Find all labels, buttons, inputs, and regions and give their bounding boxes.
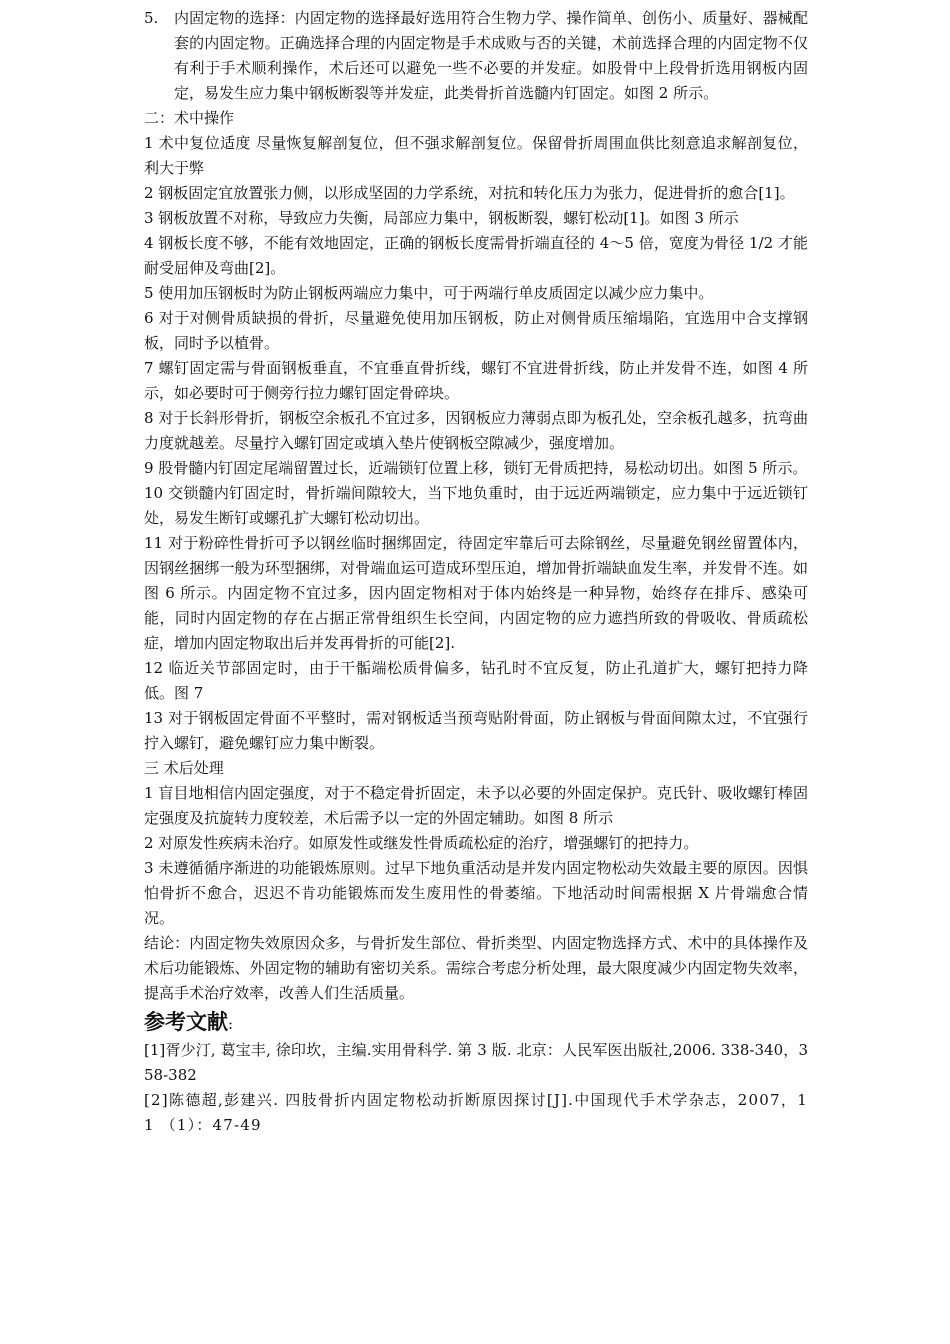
paragraph: 1 术中复位适度 尽量恢复解剖复位，但不强求解剖复位。保留骨折周围血供比刻意追求解剖复位，利大于弊 bbox=[144, 134, 808, 177]
section-heading-intraoperative: 二：术中操作 bbox=[144, 109, 235, 127]
paragraph: 1 盲目地相信内固定强度，对于不稳定骨折固定，未予以必要的外固定保护。克氏针、吸收螺钉棒固定强度及抗旋转力度较差，术后需予以一定的外固定辅助。如图 8 所示 bbox=[144, 784, 808, 827]
list-item-text: 内固定物的选择：内固定物的选择最好选用符合生物力学、操作简单、创伤小、质量好、器械配套的内固定物。正确选择合理的内固定物是手术成败与否的关键，术前选择合理的内固定物不仅有利于手术顺利操作，术后还可以避免一些不必要的并发症。如股骨中上段骨折选用钢板内固定，易发生应力集中钢板断裂等并发症，此类骨折首选髓内钉固定。如图 2 所示。 bbox=[174, 9, 808, 102]
paragraph: 4 钢板长度不够，不能有效地固定，正确的钢板长度需骨折端直径的 4～5 倍，宽度为骨径 1/2 才能耐受屈伸及弯曲[2]。 bbox=[144, 234, 808, 277]
paragraph: 9 股骨髓内钉固定尾端留置过长，近端锁钉位置上移，锁钉无骨质把持，易松动切出。如图 5 所示。 bbox=[144, 459, 808, 477]
paragraph: 13 对于钢板固定骨面不平整时，需对钢板适当预弯贴附骨面，防止钢板与骨面间隙太过，不宜强行拧入螺钉，避免螺钉应力集中断裂。 bbox=[144, 709, 808, 752]
references-title-colon: : bbox=[228, 1015, 234, 1033]
paragraph: 3 未遵循循序渐进的功能锻炼原则。过早下地负重活动是并发内固定物松动失效最主要的原因。因惧怕骨折不愈合，迟迟不肯功能锻炼而发生废用性的骨萎缩。下地活动时间需根据 X 片骨端愈合情况。 bbox=[144, 859, 808, 927]
conclusion-paragraph: 结论：内固定物失效原因众多，与骨折发生部位、骨折类型、内固定物选择方式、术中的具体操作及术后功能锻炼、外固定物的辅助有密切关系。需综合考虑分析处理，最大限度减少内固定物失效率，提高手术治疗效率，改善人们生活质量。 bbox=[144, 934, 808, 1002]
paragraph: 10 交锁髓内钉固定时，骨折端间隙较大，当下地负重时，由于远近两端锁定，应力集中于远近锁钉处，易发生断钉或螺孔扩大螺钉松动切出。 bbox=[144, 484, 808, 527]
document-page bbox=[144, 6, 808, 1138]
reference-item: [2]陈德超,彭建兴. 四肢骨折内固定物松动折断原因探讨[J].中国现代手术学杂志，2007，11 （1）：47-49 bbox=[144, 1091, 808, 1134]
list-number: 5. bbox=[144, 9, 159, 27]
paragraph: 3 钢板放置不对称，导致应力失衡，局部应力集中，钢板断裂，螺钉松动[1]。如图 3 所示 bbox=[144, 209, 739, 227]
paragraph: 2 钢板固定宜放置张力侧，以形成坚固的力学系统，对抗和转化压力为张力，促进骨折的愈合[1]。 bbox=[144, 184, 795, 202]
reference-item: [1]胥少汀, 葛宝丰, 徐印坎，主编.实用骨科学. 第 3 版. 北京：人民军医出版社,2006. 338-340，358-382 bbox=[144, 1041, 808, 1084]
paragraph: 7 螺钉固定需与骨面钢板垂直，不宜垂直骨折线，螺钉不宜进骨折线，防止并发骨不连，如图 4 所示，如必要时可于侧旁行拉力螺钉固定骨碎块。 bbox=[144, 359, 808, 402]
paragraph: 5 使用加压钢板时为防止钢板两端应力集中，可于两端行单皮质固定以减少应力集中。 bbox=[144, 284, 714, 302]
paragraph: 12 临近关节部固定时，由于干骺端松质骨偏多，钻孔时不宜反复，防止孔道扩大，螺钉把持力降低。图 7 bbox=[144, 659, 808, 702]
section-heading-postoperative: 三 术后处理 bbox=[144, 759, 224, 777]
paragraph: 6 对于对侧骨质缺损的骨折，尽量避免使用加压钢板，防止对侧骨质压缩塌陷，宜选用中合支撑钢板，同时予以植骨。 bbox=[144, 309, 808, 352]
references-heading bbox=[144, 1008, 808, 1038]
paragraph: 11 对于粉碎性骨折可予以钢丝临时捆绑固定，待固定牢靠后可去除钢丝，尽量避免钢丝留置体内，因钢丝捆绑一般为环型捆绑，对骨端血运可造成环型压迫，增加骨折端缺血发生率，并发骨不连。如图 6 所示。内固定物不宜过多，因内固定物相对于体内始终是一种异物，始终存在排斥、感染可能，同时内固定物的存在占据正常骨组织生长空间，内固定物的应力遮挡所致的骨吸收、骨质疏松症，增加内固定物取出后并发再骨折的可能[2]. bbox=[144, 534, 808, 652]
paragraph: 2 对原发性疾病未治疗。如原发性或继发性骨质疏松症的治疗，增强螺钉的把持力。 bbox=[144, 834, 699, 852]
paragraph: 8 对于长斜形骨折，钢板空余板孔不宜过多，因钢板应力薄弱点即为板孔处，空余板孔越多，抗弯曲力度就越差。尽量拧入螺钉固定或填入垫片使钢板空隙减少，强度增加。 bbox=[144, 409, 808, 452]
list-item-5 bbox=[144, 6, 808, 106]
references-title: 参考文献 bbox=[144, 1009, 228, 1034]
